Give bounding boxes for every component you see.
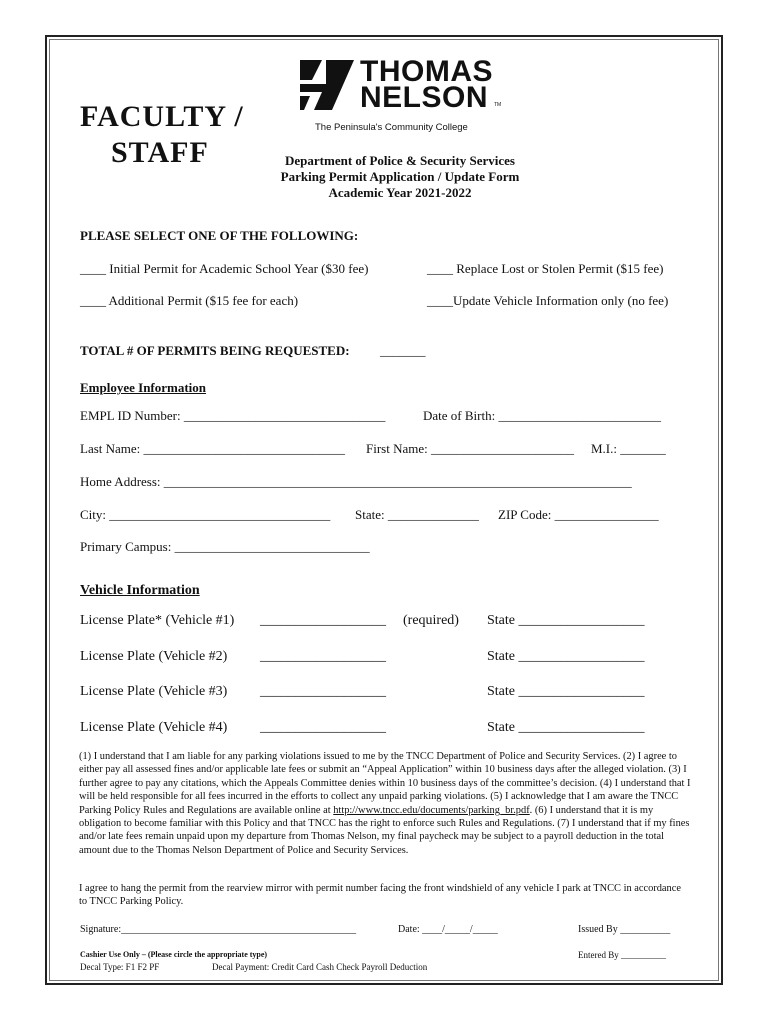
form-title-line2: STAFF [111,136,209,169]
form-title-line1: FACULTY / [80,100,244,133]
terms-text-part2: . (6) I understand that it is my obligation to become familiar with this Policy and that TNCC has the right to enforce such Rules and Regulations. (7) I understand that if my fines and/or late fees remain unpaid upon my departure from Thomas Nelson, my final paycheck may be subject to a payroll deduction in the total amount due to the Thomas Nelson Department of Police and Security Services. [79,804,690,856]
decal-type: Decal Type: F1 F2 PF [80,962,160,972]
logo-word-nelson: NELSON [360,81,489,114]
plate2-field[interactable]: __________________ [260,649,386,664]
first-name-field[interactable]: First Name: ______________________ [366,441,574,456]
logo-word-thomas: THOMAS [360,55,493,88]
cashier-use-heading: Cashier Use Only – (Please circle the appropriate type) [80,950,268,959]
city-field[interactable]: City: __________________________________ [80,507,331,522]
terms-paragraph [79,750,691,857]
option-update-vehicle[interactable]: ____Update Vehicle Information only (no fee) [427,293,669,308]
total-permits-field[interactable]: _______ [380,343,426,358]
plate1-required: (required) [403,613,459,628]
permit-hanging-agreement: I agree to hang the permit from the rearview mirror with permit number facing the front windshield of any vehicle I park at TNCC in accordance to TNCC Parking Policy. [79,883,681,908]
logo-mark-icon [300,60,354,110]
signature-field[interactable]: Signature:_______________________________________________ [80,924,357,935]
plate4-label: License Plate (Vehicle #4) [80,720,228,735]
plate4-field[interactable]: __________________ [260,720,386,735]
mi-field[interactable]: M.I.: _______ [591,441,666,456]
plate3-state-field[interactable]: State __________________ [487,684,645,699]
issued-by-field[interactable]: Issued By __________ [578,924,671,935]
plate3-field[interactable]: __________________ [260,684,386,699]
plate2-state-field[interactable]: State __________________ [487,649,645,664]
dept-name: Department of Police & Security Services [285,153,515,168]
total-permits-label: TOTAL # OF PERMITS BEING REQUESTED: [80,343,350,358]
date-field[interactable]: Date: ____/_____/_____ [398,924,498,935]
empl-id-field[interactable]: EMPL ID Number: _______________________________ [80,408,386,423]
employee-info-heading: Employee Information [80,380,207,395]
home-address-field[interactable]: Home Address: ________________________________________________________________________ [80,474,632,489]
plate1-state-field[interactable]: State __________________ [487,613,645,628]
plate1-field[interactable]: __________________ [260,613,386,628]
primary-campus-field[interactable]: Primary Campus: ______________________________ [80,539,370,554]
last-name-field[interactable]: Last Name: _______________________________ [80,441,346,456]
plate4-state-field[interactable]: State __________________ [487,720,645,735]
select-heading: PLEASE SELECT ONE OF THE FOLLOWING: [80,228,359,243]
form-name: Parking Permit Application / Update Form [280,169,520,184]
decal-payment: Decal Payment: Credit Card Cash Check Payroll Deduction [212,962,428,972]
dob-field[interactable]: Date of Birth: _________________________ [423,408,661,423]
terms-text-part1: (1) I understand that I am liable for any parking violations issued to me by the TNCC Department of Police and Security Services. (2) I agree to either pay all assessed fines and/or applicable late fees or submit an “Appeal Application” within 10 business days after the alleged violation. (3) I further agree to pay any citations, which the Appeals Committee denies within 10 business days of the committee’s decision. (4) I understand that I will be held responsible for all fees incurred in the efforts to collect any unpaid parking violations. (5) I acknowledge that I am aware the TNCC Parking Policy Rules and Regulations are available online at [79,751,691,816]
plate3-label: License Plate (Vehicle #3) [80,684,228,699]
vehicle-info-heading: Vehicle Information [80,583,200,598]
logo-trademark: TM [494,102,502,108]
academic-year: Academic Year 2021-2022 [328,185,472,200]
plate2-label: License Plate (Vehicle #2) [80,649,228,664]
option-additional-permit[interactable]: ____ Additional Permit ($15 fee for each) [80,293,299,308]
state-field[interactable]: State: ______________ [355,507,479,522]
plate1-label: License Plate* (Vehicle #1) [80,613,235,628]
entered-by-field[interactable]: Entered By __________ [578,950,666,960]
option-replace-permit[interactable]: ____ Replace Lost or Stolen Permit ($15 fee) [427,261,664,276]
logo-tagline: The Peninsula's Community College [315,122,468,133]
zip-field[interactable]: ZIP Code: ________________ [498,507,659,522]
option-initial-permit[interactable]: ____ Initial Permit for Academic School Year ($30 fee) [80,261,369,276]
policy-link[interactable]: http://www.tncc.edu/documents/parking_br.pdf [333,804,530,816]
